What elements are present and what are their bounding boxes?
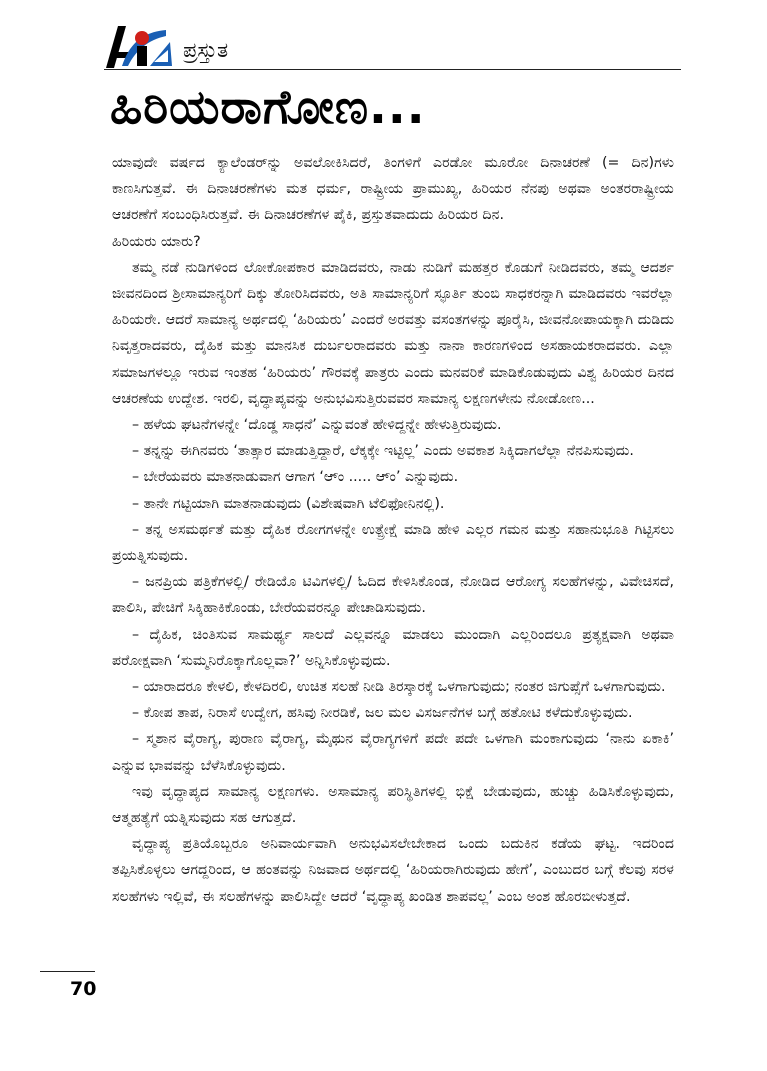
article-paragraph: ಇವು ವೃದ್ಧಾಪ್ಯದ ಸಾಮಾನ್ಯ ಲಕ್ಷಣಗಳು. ಅಸಾಮಾನ್ಯ ಪರಿಸ್ಥಿತಿಗಳಲ್ಲಿ ಭಿಕ್ಷೆ ಬೇಡುವುದು, ಹುಚ್ಚು ಹಿಡಿಸಿಕೊಳ್ಳುವುದು, ಆತ್ಮಹತ್ಯೆಗೆ ಯತ್ನಿಸುವುದು ಸಹ ಆಗುತ್ತದೆ.: [112, 783, 674, 827]
list-item: – ತನ್ನನ್ನು ಈಗಿನವರು ‘ತಾತ್ಸಾರ ಮಾಡುತ್ತಿದ್ದಾರೆ, ಲೆಕ್ಕಕ್ಕೇ ಇಟ್ಟಿಲ್ಲ’ ಎಂದು ಅವಕಾಶ ಸಿಕ್ಕಿದಾಗಲೆಲ್ಲಾ ನೆನಪಿಸುವುದು.: [132, 443, 634, 460]
article-paragraph: ವೃದ್ಧಾಪ್ಯ ಪ್ರತಿಯೊಬ್ಬರೂ ಅನಿವಾರ್ಯವಾಗಿ ಅನುಭವಿಸಲೇಬೇಕಾದ ಒಂದು ಬದುಕಿನ ಕಡೆಯ ಘಟ್ಟ. ಇದರಿಂದ ತಪ್ಪಿಸಿಕೊಳ್ಳಲು ಆಗದ್ದರಿಂದ, ಆ ಹಂತವನ್ನು ನಿಜವಾದ ಅರ್ಥದಲ್ಲಿ ‘ಹಿರಿಯರಾಗಿರುವುದು ಹೇಗೆ’, ಎಂಬುದರ ಬಗ್ಗೆ ಕೆಲವು ಸರಳ ಸಲಹೆಗಳು ಇಲ್ಲಿವೆ, ಈ ಸಲಹೆಗಳನ್ನು ಪಾಲಿಸಿದ್ದೇ ಆದರೆ ‘ವೃದ್ಧಾಪ್ಯ ಖಂಡಿತ ಶಾಪವಲ್ಲ’ ಎಂಬ ಅಂಶ ಹೊರಬೀಳುತ್ತದೆ.: [112, 836, 674, 905]
header-divider: [104, 69, 681, 70]
article-body: [112, 150, 674, 910]
page-number: 70: [70, 978, 97, 1000]
article-paragraph: ಯಾವುದೇ ವರ್ಷದ ಕ್ಯಾಲೆಂಡರ್‌ನ್ನು ಅವಲೋಕಿಸಿದರೆ, ತಿಂಗಳಿಗೆ ಎರಡೋ ಮೂರೋ ದಿನಾಚರಣೆ (= ದಿನ)ಗಳು ಕಾಣಸಿಗುತ್ತವೆ. ಈ ದಿನಾಚರಣೆಗಳು ಮತ ಧರ್ಮ, ರಾಷ್ಟ್ರೀಯ ಪ್ರಾಮುಖ್ಯ, ಹಿರಿಯರ ನೆನಪು ಅಥವಾ ಅಂತರರಾಷ್ಟ್ರೀಯ ಆಚರಣೆಗೆ ಸಂಬಂಧಿಸಿರುತ್ತವೆ. ಈ ದಿನಾಚರಣೆಗಳ ಪೈಕಿ, ಪ್ರಸ್ತುತವಾದುದು ಹಿರಿಯರ ದಿನ.: [112, 155, 674, 224]
article-paragraph: ತಮ್ಮ ನಡೆ ನುಡಿಗಳಿಂದ ಲೋಕೋಪಕಾರ ಮಾಡಿದವರು, ನಾಡು ನುಡಿಗೆ ಮಹತ್ತರ ಕೊಡುಗೆ ನೀಡಿದವರು, ತಮ್ಮ ಆದರ್ಶ ಜೀವನದಿಂದ ಶ್ರೀಸಾಮಾನ್ಯರಿಗೆ ದಿಕ್ಕು ತೋರಿಸಿದವರು, ಅತಿ ಸಾಮಾನ್ಯರಿಗೆ ಸ್ಫೂರ್ತಿ ತುಂಬಿ ಸಾಧಕರನ್ನಾಗಿ ಮಾಡಿದವರು ಇವರೆಲ್ಲಾ ಹಿರಿಯರೇ. ಆದರೆ ಸಾಮಾನ್ಯ ಅರ್ಥದಲ್ಲಿ ‘ಹಿರಿಯರು’ ಎಂದರೆ ಅರವತ್ತು ವಸಂತಗಳನ್ನು ಪೂರೈಸಿ, ಜೀವನೋಪಾಯಕ್ಕಾಗಿ ದುಡಿದು ನಿವೃತ್ತರಾದವರು, ದೈಹಿಕ ಮತ್ತು ಮಾನಸಿಕ ದುರ್ಬಲರಾದವರು ಮತ್ತು ನಾನಾ ಕಾರಣಗಳಿಂದ ಅಸಹಾಯಕರಾದವರು. ಎಲ್ಲಾ ಸಮಾಜಗಳಲ್ಲೂ ಇರುವ ಇಂತಹ ‘ಹಿರಿಯರು’ ಗೌರವಕ್ಕೆ ಪಾತ್ರರು ಎಂದು ಮನವರಿಕೆ ಮಾಡಿಕೊಡುವುದು ವಿಶ್ವ ಹಿರಿಯರ ದಿನದ ಆಚರಣೆಯ ಉದ್ದೇಶ. ಇರಲಿ, ವೃದ್ಧಾಪ್ಯವನ್ನು ಅನುಭವಿಸುತ್ತಿರುವವರ ಸಾಮಾನ್ಯ ಲಕ್ಷಣಗಳೇನು ನೋಡೋಣ...: [112, 259, 674, 407]
list-item: – ಹಳೆಯ ಘಟನೆಗಳನ್ನೇ ‘ದೊಡ್ಡ ಸಾಧನೆ’ ಎನ್ನುವಂತೆ ಹೇಳಿದ್ದನ್ನೇ ಹೇಳುತ್ತಿರುವುದು.: [132, 417, 502, 434]
list-item: – ಯಾರಾದರೂ ಕೇಳಲಿ, ಕೇಳದಿರಲಿ, ಉಚಿತ ಸಲಹೆ ನೀಡಿ ತಿರಸ್ಕಾರಕ್ಕೆ ಒಳಗಾಗುವುದು; ನಂತರ ಜಿಗುಪ್ಸೆಗೆ ಒಳಗಾಗುವುದು.: [132, 679, 666, 696]
list-item: – ತನ್ನ ಅಸಮರ್ಥತೆ ಮತ್ತು ದೈಹಿಕ ರೋಗಗಳನ್ನೇ ಉತ್ಪ್ರೇಕ್ಷೆ ಮಾಡಿ ಹೇಳಿ ಎಲ್ಲರ ಗಮನ ಮತ್ತು ಸಹಾನುಭೂತಿ ಗಿಟ್ಟಿಸಲು ಪ್ರಯತ್ನಿಸುವುದು.: [112, 521, 674, 565]
article-subheading: ಹಿರಿಯರು ಯಾರು?: [112, 233, 201, 250]
footer-divider: [40, 971, 95, 972]
page-title: ಹಿರಿಯರಾಗೋಣ...: [110, 80, 426, 135]
list-item: – ಕೋಪ ತಾಪ, ನಿರಾಸೆ ಉದ್ವೇಗ, ಹಸಿವು ನೀರಡಿಕೆ, ಜಲ ಮಲ ವಿಸರ್ಜನೆಗಳ ಬಗ್ಗೆ ಹತೋಟಿ ಕಳೆದುಕೊಳ್ಳುವುದು.: [132, 705, 633, 722]
list-item: – ಬೇರೆಯವರು ಮಾತನಾಡುವಾಗ ಆಗಾಗ ‘ಆ್ಂ ..... ಆ್ಂ’ ಎನ್ನುವುದು.: [132, 469, 459, 486]
list-item: – ತಾನೇ ಗಟ್ಟಿಯಾಗಿ ಮಾತನಾಡುವುದು (ವಿಶೇಷವಾಗಿ ಟೆಲಿಫೋನಿನಲ್ಲಿ).: [132, 495, 445, 512]
list-item: – ಸ್ಮಶಾನ ವೈರಾಗ್ಯ, ಪುರಾಣ ವೈರಾಗ್ಯ, ಮೈಥುನ ವೈರಾಗ್ಯಗಳಿಗೆ ಪದೇ ಪದೇ ಒಳಗಾಗಿ ಮಂಕಾಗುವುದು ‘ನಾನು ಏಕಾಕಿ’ ಎನ್ನುವ ಭಾವವನ್ನು ಬೆಳೆಸಿಕೊಳ್ಳುವುದು.: [112, 731, 674, 774]
list-item: – ಜನಪ್ರಿಯ ಪತ್ರಿಕೆಗಳಲ್ಲಿ/ ರೇಡಿಯೊ ಟಿವಿಗಳಲ್ಲಿ/ ಓದಿದ ಕೇಳಿಸಿಕೊಂಡ, ನೋಡಿದ ಆರೋಗ್ಯ ಸಲಹೆಗಳನ್ನು, ವಿವೇಚಿಸದೆ, ಪಾಲಿಸಿ, ಪೇಚಿಗೆ ಸಿಕ್ಕಿಹಾಕಿಕೊಂಡು, ಬೇರೆಯವರನ್ನೂ ಪೇಚಾಡಿಸುವುದು.: [112, 574, 674, 617]
section-label: ಪ್ರಸ್ತುತ: [183, 38, 229, 62]
list-item: – ದೈಹಿಕ, ಚಿಂತಿಸುವ ಸಾಮರ್ಥ್ಯ ಸಾಲದೆ ಎಲ್ಲವನ್ನೂ ಮಾಡಲು ಮುಂದಾಗಿ ಎಲ್ಲರಿಂದಲೂ ಪ್ರತ್ಯಕ್ಷವಾಗಿ ಅಥವಾ ಪರೋಕ್ಷವಾಗಿ ‘ಸುಮ್ಮನಿರೊಕ್ಕಾಗೊಲ್ಲವಾ?’ ಅನ್ನಿಸಿಕೊಳ್ಳುವುದು.: [112, 626, 674, 669]
magazine-logo-icon: [104, 22, 174, 70]
